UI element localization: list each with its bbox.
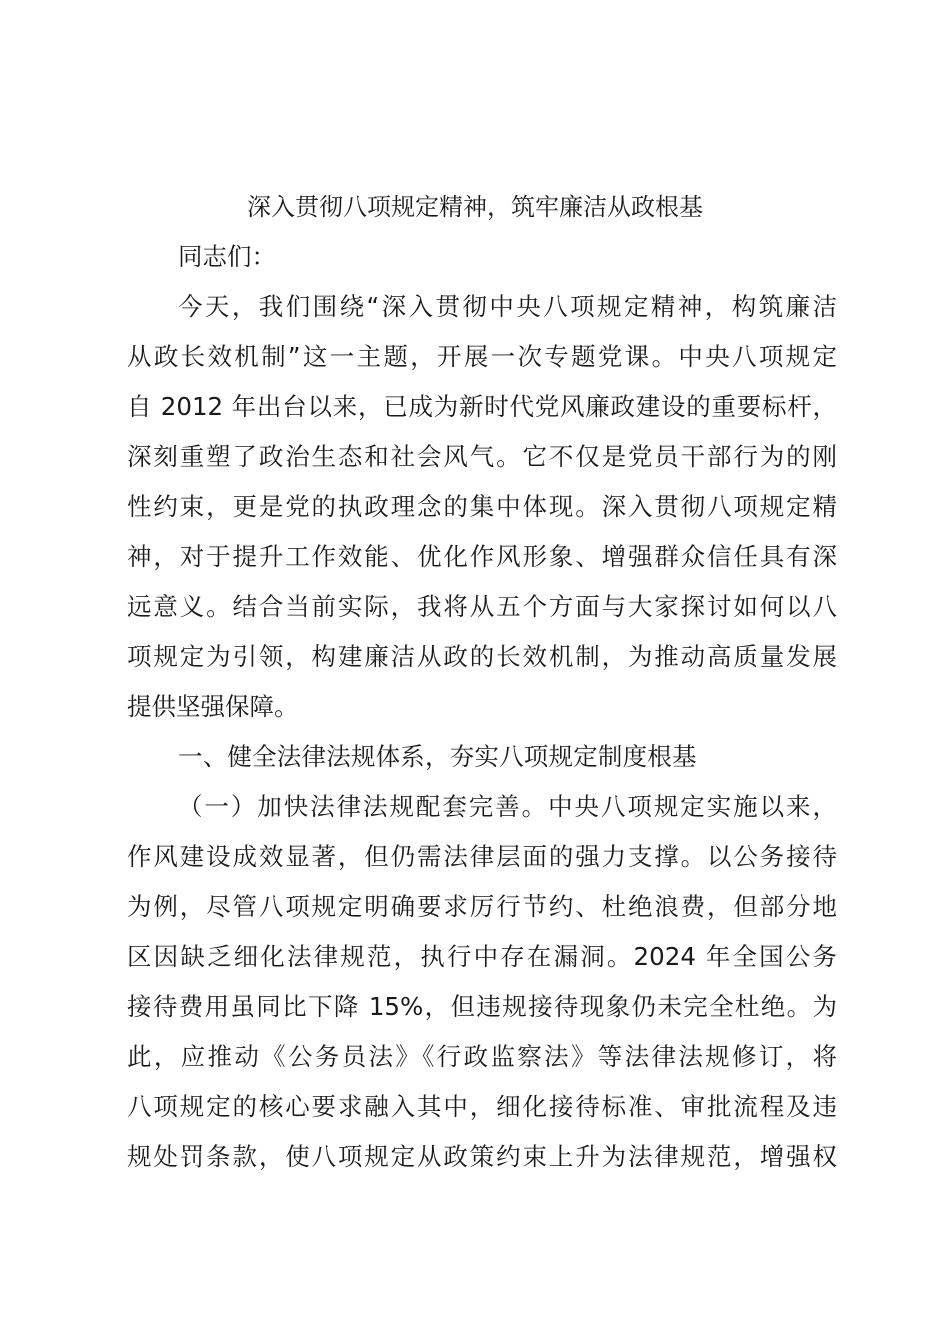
paragraph-line: 提供坚强保障。 (127, 692, 299, 721)
paragraph-line: 区因缺乏细化法律规范，执行中存在漏洞。2024 年全国公务 (127, 942, 837, 971)
paragraph-line: （一）加快法律法规配套完善。中央八项规定实施以来， (178, 792, 837, 821)
paragraph-line: 远意义。结合当前实际，我将从五个方面与大家探讨如何以八 (127, 592, 837, 621)
paragraph-line: 为例，尽管八项规定明确要求厉行节约、杜绝浪费，但部分地 (127, 892, 837, 921)
paragraph-line: 八项规定的核心要求融入其中，细化接待标准、审批流程及违 (127, 1092, 837, 1121)
paragraph-line: 从政长效机制”这一主题，开展一次专题党课。中央八项规定 (127, 342, 837, 371)
paragraph-line: 此，应推动《公务员法》《行政监察法》等法律法规修订，将 (127, 1042, 837, 1071)
paragraph-line: 自 2012 年出台以来，已成为新时代党风廉政建设的重要标杆， (127, 392, 837, 421)
paragraph-line: 深刻重塑了政治生态和社会风气。它不仅是党员干部行为的刚 (127, 442, 837, 471)
salutation: 同志们： (178, 242, 276, 271)
paragraph-line: 性约束，更是党的执政理念的集中体现。深入贯彻八项规定精 (127, 492, 837, 521)
paragraph-line: 作风建设成效显著，但仍需法律层面的强力支撑。以公务接待 (127, 842, 837, 871)
paragraph-line: 今天，我们围绕“深入贯彻中央八项规定精神，构筑廉洁 (178, 292, 837, 321)
paragraph-line: 接待费用虽同比下降 15%，但违规接待现象仍未完全杜绝。为 (127, 992, 837, 1021)
section-heading: 一、健全法律法规体系，夯实八项规定制度根基 (178, 742, 697, 771)
paragraph-line: 神，对于提升工作效能、优化作风形象、增强群众信任具有深 (127, 542, 837, 571)
document-title: 深入贯彻八项规定精神，筑牢廉洁从政根基 (247, 193, 703, 221)
paragraph-line: 规处罚条款，使八项规定从政策约束上升为法律规范，增强权 (127, 1142, 837, 1171)
paragraph-line: 项规定为引领，构建廉洁从政的长效机制，为推动高质量发展 (127, 642, 837, 671)
